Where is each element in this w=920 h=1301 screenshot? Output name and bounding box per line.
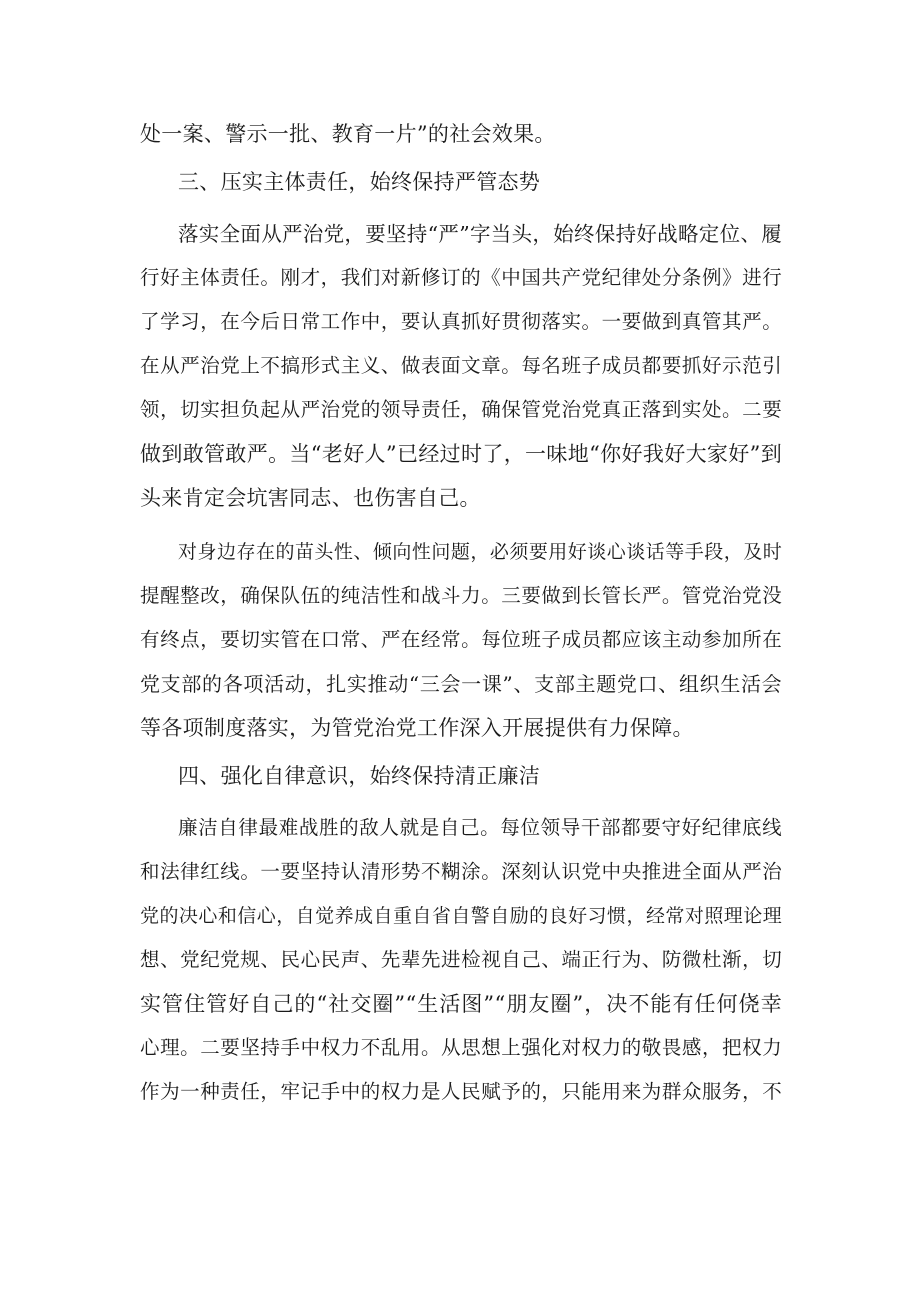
paragraph-line: 想、党纪党规、民心民声、先辈先进检视自己、端正行为、防微杜渐，切 [140,948,782,971]
paragraph-line: 做到敢管敢严。当“老好人”已经过时了，一味地“你好我好大家好”到 [140,442,782,466]
paragraph-line: 作为一种责任，牢记手中的权力是人民赋予的，只能用来为群众服务，不 [140,1080,782,1103]
paragraph-line: 对身边存在的苗头性、倾向性问题，必须要用好谈心谈话等手段，及时 [178,541,782,563]
paragraph-line: 心理。二要坚持手中权力不乱用。从思想上强化对权力的敬畏感，把权力 [140,1036,782,1059]
paragraph-line: 党支部的各项活动，扎实推动“三会一课”、支部主题党口、组织生活会 [140,672,782,696]
paragraph-line: 领，切实担负起从严治党的领导责任，确保管党治党真正落到实处。二要 [140,398,782,421]
paragraph-line: 提醒整改，确保队伍的纯洁性和战斗力。三要做到长管长严。管党治党没 [140,584,782,607]
paragraph-line: 和法律红线。一要坚持认清形势不糊涂。深刻认识党中央推进全面从严治 [140,860,782,883]
paragraph-line: 处一案、警示一批、教育一片”的社会效果。 [140,122,556,146]
section-heading-4: 四、强化自律意识，始终保持清正廉洁 [178,764,541,788]
paragraph-line: 头来肯定会坑害同志、也伤害自己。 [140,486,481,510]
paragraph-line: 实管住管好自己的“社交圈”“生活图”“朋友圈”，决不能有任何侥幸 [140,992,782,1016]
paragraph-line: 在从严治党上不搞形式主义、做表面文章。每名班子成员都要抓好示范引 [140,354,782,377]
section-heading-3: 三、压实主体责任，始终保持严管态势 [178,170,541,194]
document-page [140,112,782,1114]
paragraph-line: 廉洁自律最难战胜的敌人就是自己。每位领导干部都要守好纪律底线 [178,816,782,839]
paragraph-line: 了学习，在今后日常工作中，要认真抓好贯彻落实。一要做到真管其严。 [140,310,782,333]
paragraph-line: 党的决心和信心，自觉养成自重自省自警自励的良好习惯，经常对照理论理 [140,905,782,927]
paragraph-line: 等各项制度落实，为管党治党工作深入开展提供有力保障。 [140,716,694,740]
paragraph-line: 有终点，要切实管在口常、严在经常。每位班子成员都应该主动参加所在 [140,628,782,651]
paragraph-line: 落实全面从严治党，要坚持“严”字当头，始终保持好战略定位、履 [178,222,782,246]
paragraph-line: 行好主体责任。刚才，我们对新修订的《中国共产党纪律处分条例》进行 [140,266,782,289]
